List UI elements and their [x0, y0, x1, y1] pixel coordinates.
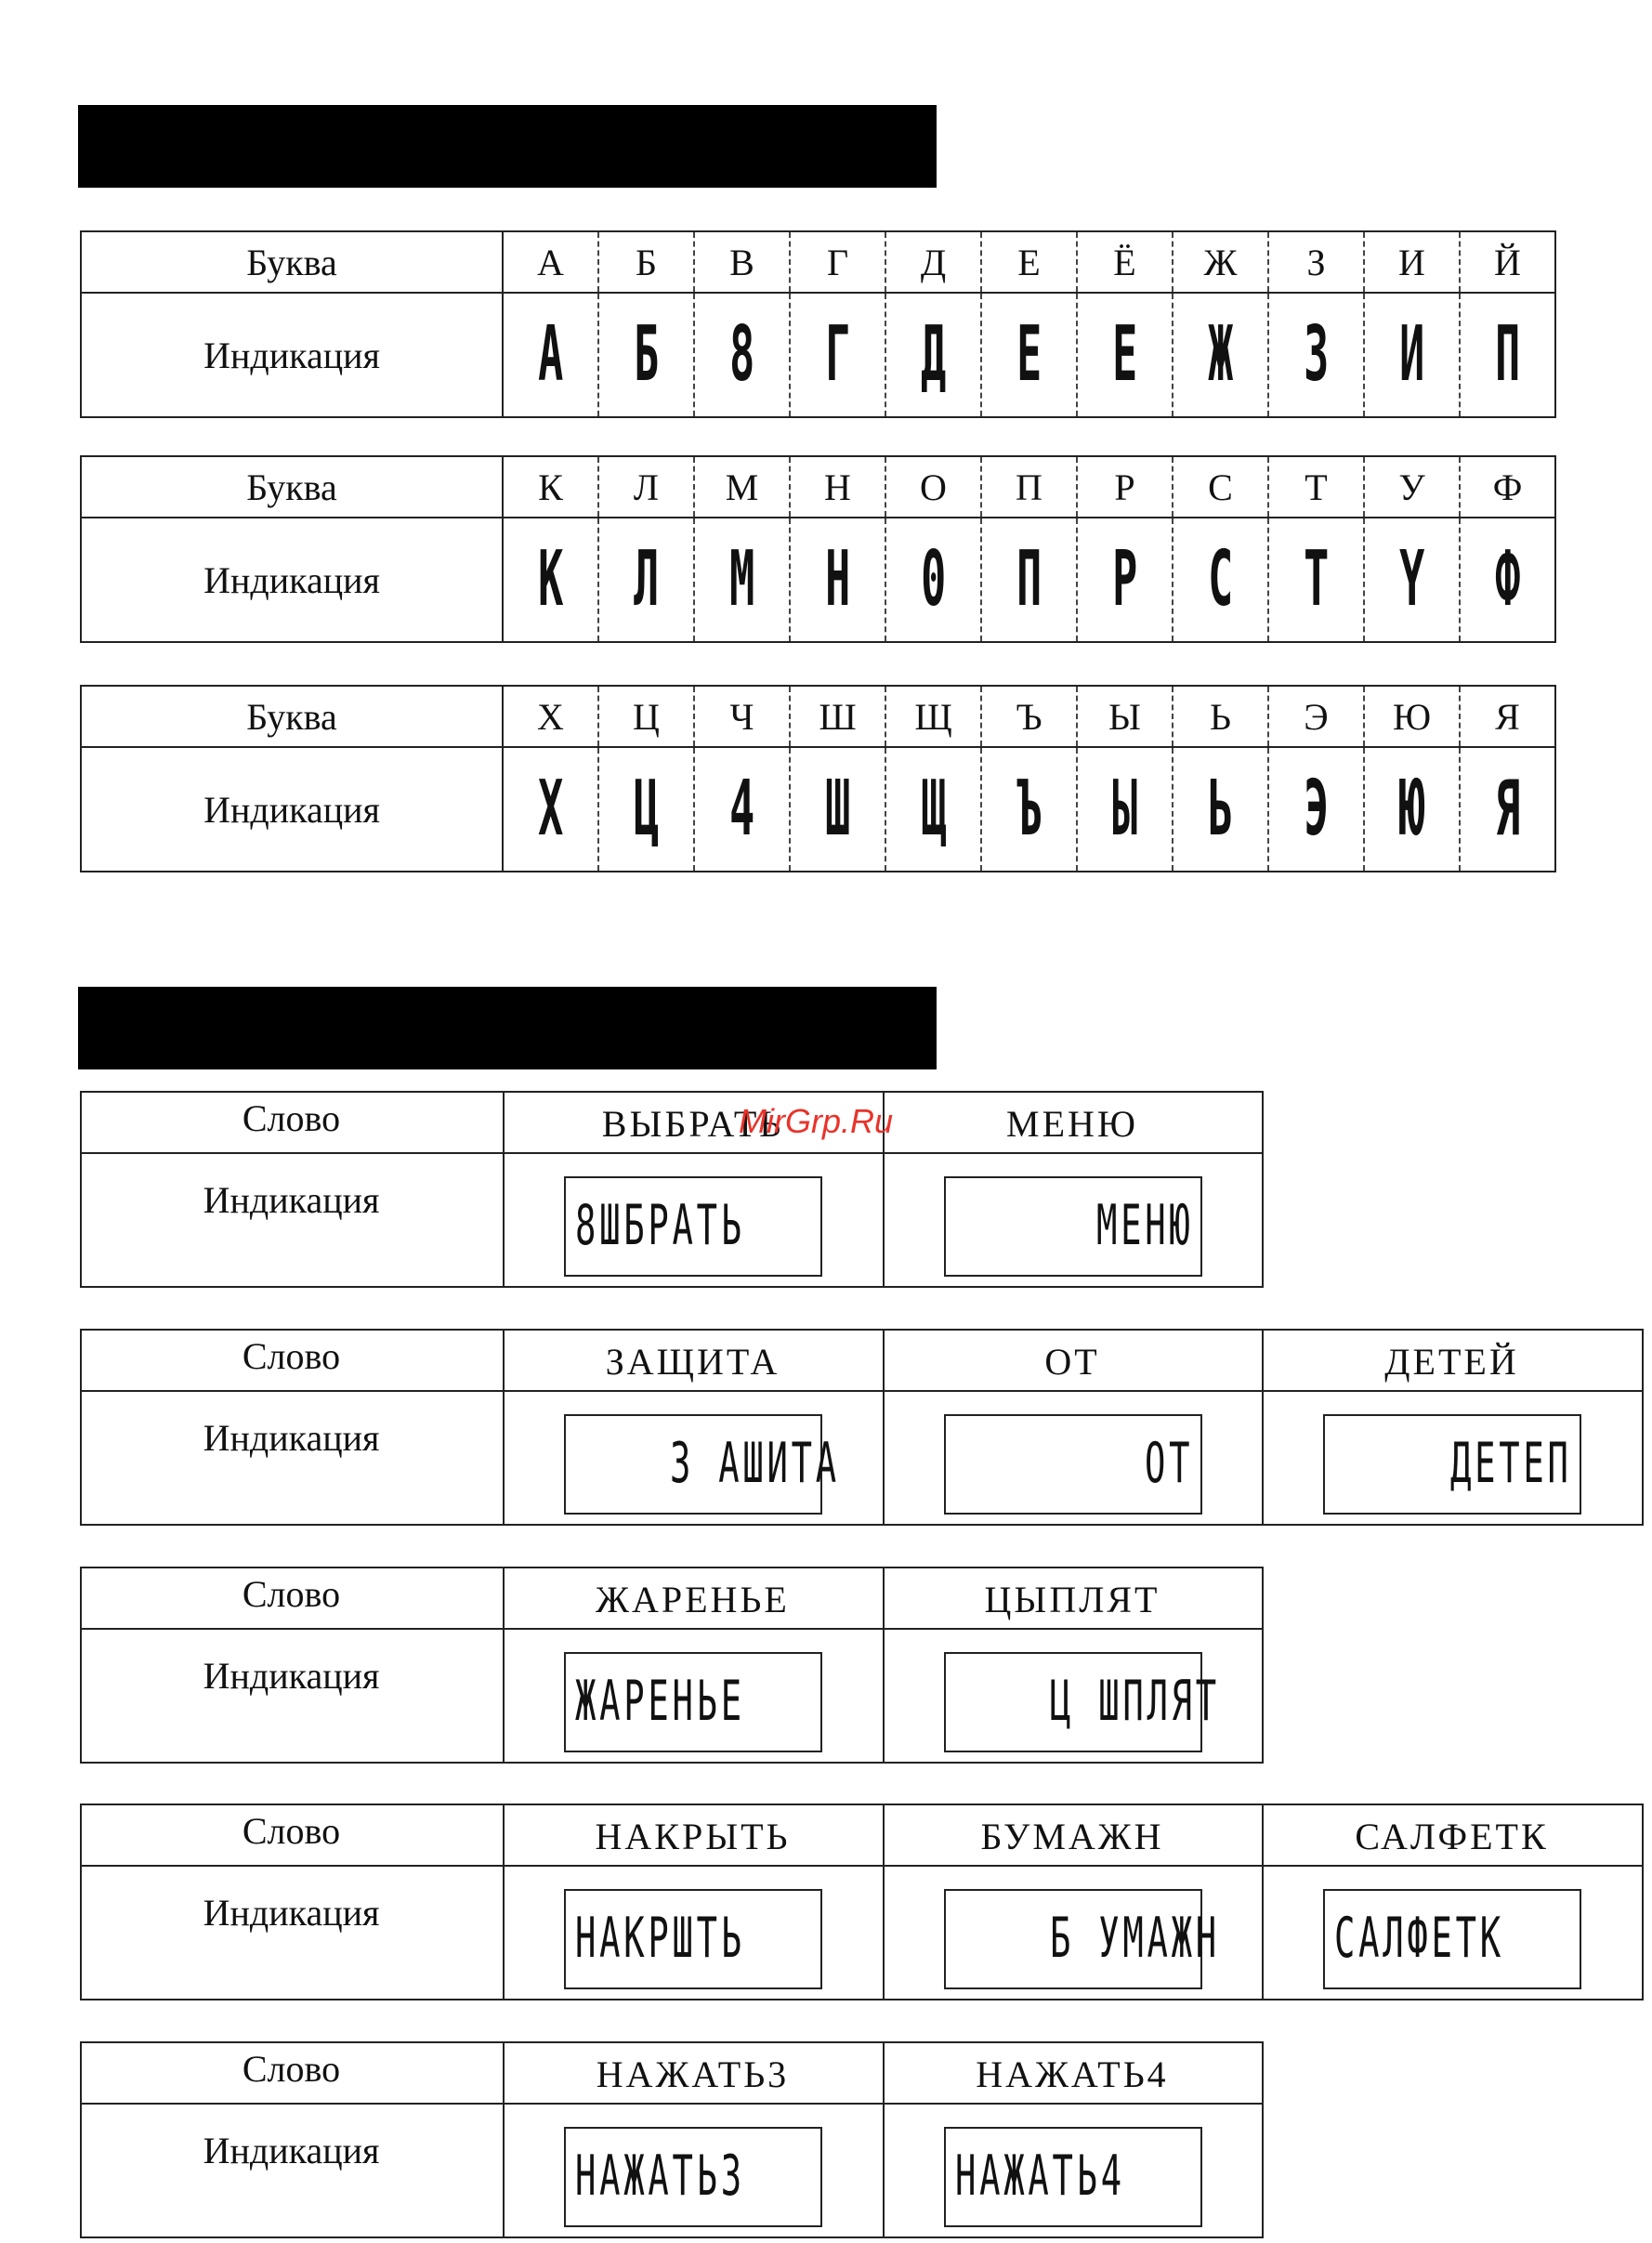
word-header: ЦЫПЛЯТ	[984, 1579, 1160, 1620]
letter-cell: Д	[885, 231, 981, 293]
word-header: НАЖАТЬ3	[596, 2053, 790, 2095]
lcd-text: З АШИТА	[670, 1431, 840, 1496]
letter-cell: Ы	[1077, 686, 1173, 747]
lcd-glyph: Ъ	[1016, 765, 1042, 853]
lcd-glyph-cell	[981, 747, 1077, 872]
lcd-glyph: C	[1207, 535, 1234, 623]
lcd-text: НАЖАТЬ4	[955, 2144, 1125, 2209]
lcd-glyph: З	[1303, 310, 1330, 399]
lcd-glyph: M	[728, 535, 755, 623]
lcd-glyph-cell	[981, 293, 1077, 417]
letter-cell: Б	[598, 231, 694, 293]
lcd-glyph: Ь	[1207, 765, 1234, 853]
display-label: Индикация	[81, 293, 503, 417]
lcd-glyph-cell	[1460, 293, 1555, 417]
lcd-glyph-cell	[981, 518, 1077, 642]
lcd-glyph: Щ	[920, 765, 947, 853]
lcd-glyph-cell	[598, 293, 694, 417]
lcd-glyph-cell	[503, 518, 598, 642]
letter-cell: Ъ	[981, 686, 1077, 747]
lcd-glyph-cell	[1268, 293, 1364, 417]
display-label: Индикация	[203, 1892, 380, 1934]
letter-row	[81, 456, 1555, 518]
lcd-glyph-cell	[885, 293, 981, 417]
letter-cell: Е	[981, 231, 1077, 293]
lcd-glyph-cell	[1460, 518, 1555, 642]
word-header: ВЫБРАТЬ	[601, 1103, 784, 1145]
lcd-text: ОТ	[1144, 1431, 1193, 1496]
lcd-glyph-cell	[1173, 747, 1268, 872]
lcd-display	[564, 1414, 840, 1515]
lcd-glyph-cell	[1364, 747, 1460, 872]
watermark: MirGrp.Ru	[739, 1102, 894, 1140]
lcd-glyph-cell	[790, 747, 885, 872]
lcd-glyph: E	[1111, 310, 1138, 399]
lcd-glyph-cell	[1173, 293, 1268, 417]
lcd-glyph: 0	[920, 535, 947, 623]
lcd-glyph-cell	[694, 747, 790, 872]
letter-cell: А	[503, 231, 598, 293]
alphabet-table-2	[80, 455, 1556, 643]
letter-cell: И	[1364, 231, 1460, 293]
word-label: Слово	[242, 1097, 341, 1139]
display-label: Индикация	[203, 1417, 380, 1459]
display-row	[81, 518, 1555, 642]
letter-cell: М	[694, 456, 790, 518]
lcd-glyph: Э	[1303, 765, 1330, 853]
letter-cell: Ш	[790, 686, 885, 747]
letter-label: Буква	[81, 686, 503, 747]
lcd-display	[564, 1889, 822, 1989]
lcd-glyph-cell	[885, 747, 981, 872]
lcd-glyph: Я	[1494, 765, 1521, 853]
letter-row	[81, 231, 1555, 293]
lcd-display	[944, 1414, 1202, 1515]
lcd-glyph-cell	[598, 747, 694, 872]
display-label: Индикация	[203, 2130, 380, 2171]
lcd-glyph-cell	[1268, 518, 1364, 642]
letter-cell: Л	[598, 456, 694, 518]
lcd-glyph-cell	[503, 747, 598, 872]
word-header: НАКРЫТЬ	[595, 1816, 791, 1857]
lcd-glyph: Л	[633, 535, 660, 623]
lcd-glyph: Y	[1398, 535, 1425, 623]
letter-cell: Н	[790, 456, 885, 518]
lcd-glyph: И	[1398, 310, 1425, 399]
lcd-display	[944, 1652, 1220, 1752]
lcd-display	[564, 1176, 822, 1277]
word-label: Слово	[242, 1335, 341, 1377]
word-label: Слово	[242, 1573, 341, 1615]
letter-cell: П	[981, 456, 1077, 518]
letter-label: Буква	[81, 456, 503, 518]
section-header-bar-1	[78, 105, 937, 188]
letter-cell: Э	[1268, 686, 1364, 747]
lcd-display	[944, 1176, 1202, 1277]
lcd-text: НАКРШТЬ	[575, 1906, 745, 1971]
letter-label: Буква	[81, 231, 503, 293]
lcd-glyph: T	[1303, 535, 1330, 623]
letter-cell: Ь	[1173, 686, 1268, 747]
word-header: ЖАРЕНЬЕ	[596, 1579, 790, 1620]
lcd-glyph: P	[1111, 535, 1138, 623]
lcd-glyph-cell	[790, 518, 885, 642]
lcd-display	[1323, 1414, 1581, 1515]
lcd-glyph: Б	[633, 310, 660, 399]
lcd-text: 8ШБРАТЬ	[575, 1193, 745, 1258]
lcd-glyph: 4	[728, 765, 755, 853]
word-label: Слово	[242, 2048, 341, 2090]
word-header: МЕНЮ	[1006, 1103, 1138, 1145]
lcd-glyph: Д	[920, 310, 947, 399]
lcd-glyph-cell	[1460, 747, 1555, 872]
lcd-glyph: K	[537, 535, 564, 623]
letter-cell: О	[885, 456, 981, 518]
lcd-glyph-cell	[1077, 293, 1173, 417]
display-row	[81, 747, 1555, 872]
alphabet-table-3	[80, 685, 1556, 872]
word-header: ЗАЩИТА	[605, 1341, 780, 1383]
letter-cell: З	[1268, 231, 1364, 293]
lcd-text: Б УМАЖН	[1050, 1906, 1220, 1971]
lcd-display	[944, 2127, 1202, 2227]
lcd-text: НАЖАТЬЗ	[575, 2144, 745, 2209]
display-label: Индикация	[203, 1179, 380, 1221]
lcd-glyph-cell	[503, 293, 598, 417]
lcd-glyph: Ы	[1111, 765, 1138, 853]
display-row	[81, 293, 1555, 417]
lcd-glyph-cell	[1268, 747, 1364, 872]
letter-cell: С	[1173, 456, 1268, 518]
lcd-glyph: A	[537, 310, 564, 399]
lcd-glyph: Ц	[633, 765, 660, 853]
lcd-glyph: П	[1016, 535, 1042, 623]
word-header: НАЖАТЬ4	[976, 2053, 1169, 2095]
alphabet-table-1	[80, 230, 1556, 418]
lcd-glyph: Ф	[1494, 535, 1521, 623]
letter-row	[81, 686, 1555, 747]
lcd-display	[564, 1652, 822, 1752]
letter-cell: Ю	[1364, 686, 1460, 747]
lcd-glyph: E	[1016, 310, 1042, 399]
letter-cell: У	[1364, 456, 1460, 518]
word-header: САЛФЕТК	[1355, 1816, 1549, 1857]
letter-cell: Ф	[1460, 456, 1555, 518]
letter-cell: Й	[1460, 231, 1555, 293]
letter-cell: Х	[503, 686, 598, 747]
letter-cell: Ж	[1173, 231, 1268, 293]
lcd-text: ЖАРЕНЬЕ	[575, 1669, 745, 1734]
lcd-glyph: X	[537, 765, 564, 853]
lcd-glyph: Ю	[1398, 765, 1425, 853]
lcd-glyph: 8	[728, 310, 755, 399]
lcd-text: ДЕТЕП	[1450, 1431, 1572, 1496]
lcd-glyph-cell	[885, 518, 981, 642]
word-label: Слово	[242, 1810, 341, 1852]
lcd-glyph-cell	[694, 293, 790, 417]
lcd-glyph: Ш	[824, 765, 851, 853]
section-header-bar-2	[78, 987, 937, 1069]
letter-cell: Г	[790, 231, 885, 293]
letter-cell: Щ	[885, 686, 981, 747]
letter-cell: Я	[1460, 686, 1555, 747]
display-label: Индикация	[81, 518, 503, 642]
lcd-glyph-cell	[1364, 293, 1460, 417]
lcd-glyph: П	[1494, 310, 1521, 399]
letter-cell: К	[503, 456, 598, 518]
lcd-text: САЛФЕТК	[1334, 1906, 1504, 1971]
letter-cell: Р	[1077, 456, 1173, 518]
lcd-glyph-cell	[1173, 518, 1268, 642]
lcd-glyph-cell	[790, 293, 885, 417]
display-label: Индикация	[203, 1655, 380, 1697]
display-label: Индикация	[81, 747, 503, 872]
lcd-glyph-cell	[694, 518, 790, 642]
word-header: ДЕТЕЙ	[1384, 1341, 1519, 1383]
lcd-text: МЕНЮ	[1095, 1193, 1193, 1258]
lcd-glyph-cell	[1077, 747, 1173, 872]
letter-cell: Ц	[598, 686, 694, 747]
word-header: ОТ	[1044, 1341, 1100, 1383]
lcd-text: Ц ШПЛЯТ	[1050, 1669, 1220, 1734]
letter-cell: Ё	[1077, 231, 1173, 293]
letter-cell: В	[694, 231, 790, 293]
lcd-display	[564, 2127, 822, 2227]
letter-cell: Т	[1268, 456, 1364, 518]
lcd-glyph-cell	[1077, 518, 1173, 642]
lcd-glyph: Ж	[1207, 310, 1234, 399]
letter-cell: Ч	[694, 686, 790, 747]
lcd-glyph-cell	[1364, 518, 1460, 642]
lcd-display	[944, 1889, 1220, 1989]
lcd-display	[1323, 1889, 1581, 1989]
lcd-glyph: Г	[824, 310, 851, 399]
word-header: БУМАЖН	[980, 1816, 1164, 1857]
lcd-glyph: H	[824, 535, 851, 623]
lcd-glyph-cell	[598, 518, 694, 642]
